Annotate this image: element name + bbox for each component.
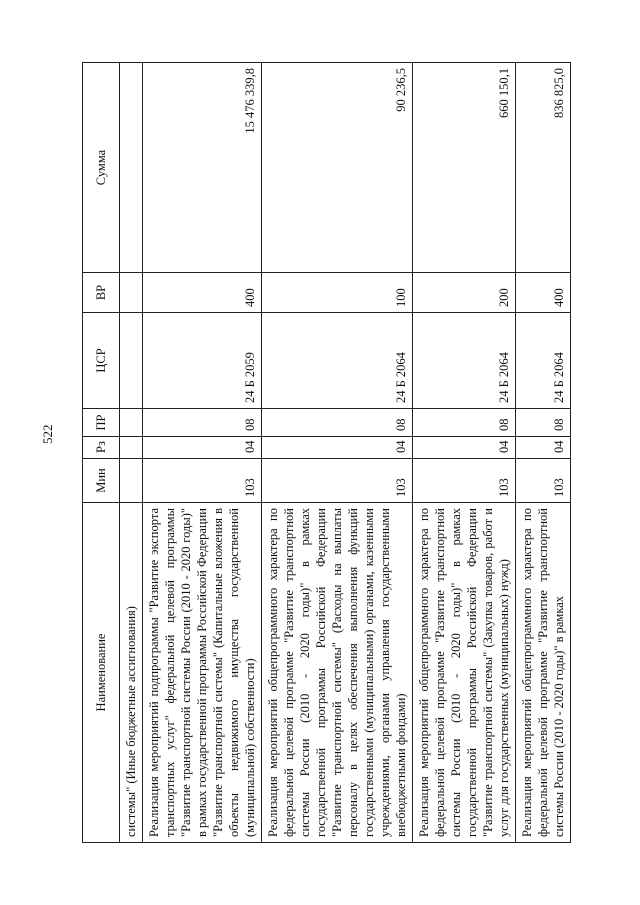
row-name: Реализация мероприятий подпрограммы "Развитие экспорта транспортных услуг" федеральной целевой программы "Развитие транспортной системы России (2010 - 2020 годы)" в рамках государственной программы Российской Федерации "Развитие транспортной системы" (Капитальные вложения в объекты недвижимого имущества государственной (муниципальной) собственности) bbox=[143, 503, 262, 843]
row-csr: 24 Б 2064 bbox=[262, 313, 413, 409]
page-number: 522 bbox=[40, 424, 55, 444]
header-sum: Сумма bbox=[83, 63, 120, 273]
row-name: системы" (Иные бюджетные ассигнования) bbox=[120, 503, 143, 843]
table-header-row bbox=[83, 63, 120, 843]
table-row bbox=[262, 63, 413, 843]
row-name: Реализация мероприятий общепрограммного характера по федеральной целевой программе "Развитие транспортной системы России (2010 - 2020 годы)" в рамках bbox=[516, 503, 571, 843]
row-vr: 200 bbox=[413, 273, 516, 313]
header-name: Наименование bbox=[83, 503, 120, 843]
table-row bbox=[516, 63, 571, 843]
table-row bbox=[120, 63, 143, 843]
row-rz: 04 bbox=[516, 437, 571, 459]
row-rz bbox=[120, 437, 143, 459]
budget-table-sheet bbox=[82, 63, 612, 843]
row-vr: 400 bbox=[516, 273, 571, 313]
row-sum: 660 150,1 bbox=[413, 63, 516, 273]
row-sum: 836 825,0 bbox=[516, 63, 571, 273]
row-sum: 90 236,5 bbox=[262, 63, 413, 273]
row-pr: 08 bbox=[262, 409, 413, 437]
row-rz: 04 bbox=[262, 437, 413, 459]
row-rz: 04 bbox=[143, 437, 262, 459]
budget-table bbox=[82, 62, 571, 843]
row-rz: 04 bbox=[413, 437, 516, 459]
row-vr: 100 bbox=[262, 273, 413, 313]
row-pr bbox=[120, 409, 143, 437]
row-min: 103 bbox=[143, 459, 262, 503]
row-name: Реализация мероприятий общепрограммного характера по федеральной целевой программе "Развитие транспортной системы России (2010 - 2020 годы)" в рамках государственной программы Российской Федерации "Развитие транспортной системы" (Закупка товаров, работ и услуг для государственных (муниципальных) нужд) bbox=[413, 503, 516, 843]
row-csr: 24 Б 2059 bbox=[143, 313, 262, 409]
row-csr bbox=[120, 313, 143, 409]
row-csr: 24 Б 2064 bbox=[413, 313, 516, 409]
row-min: 103 bbox=[413, 459, 516, 503]
row-pr: 08 bbox=[143, 409, 262, 437]
row-min: 103 bbox=[516, 459, 571, 503]
row-sum bbox=[120, 63, 143, 273]
header-rz: Рз bbox=[83, 437, 120, 459]
row-min: 103 bbox=[262, 459, 413, 503]
row-min bbox=[120, 459, 143, 503]
header-csr: ЦСР bbox=[83, 313, 120, 409]
table-row bbox=[413, 63, 516, 843]
header-vr: ВР bbox=[83, 273, 120, 313]
row-vr: 400 bbox=[143, 273, 262, 313]
row-csr: 24 Б 2064 bbox=[516, 313, 571, 409]
row-name: Реализация мероприятий общепрограммного характера по федеральной целевой программе "Развитие транспортной системы России (2010 - 2020 годы)" в рамках государственной программы Российской Федерации "Развитие транспортной системы" (Расходы на выплаты персоналу в целях обеспечения выполнения функций государственными (муниципальными) органами, казенными учреждениями, органами управления государственными внебюджетными фондами) bbox=[262, 503, 413, 843]
table-row bbox=[143, 63, 262, 843]
row-pr: 08 bbox=[516, 409, 571, 437]
header-pr: ПР bbox=[83, 409, 120, 437]
row-vr bbox=[120, 273, 143, 313]
row-pr: 08 bbox=[413, 409, 516, 437]
header-min: Мин bbox=[83, 459, 120, 503]
row-sum: 15 476 339,8 bbox=[143, 63, 262, 273]
